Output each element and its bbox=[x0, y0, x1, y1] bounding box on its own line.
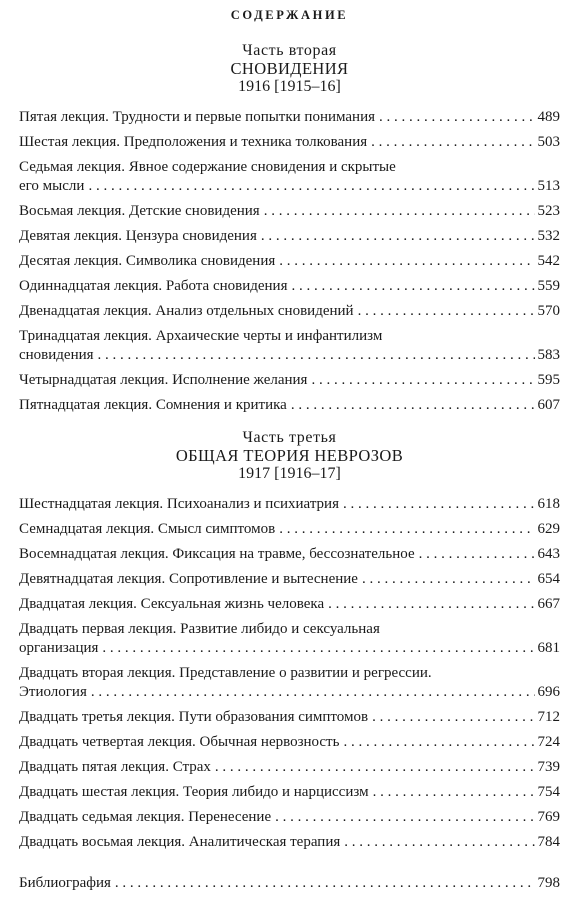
dot-leader bbox=[379, 108, 534, 127]
toc-entry[interactable] bbox=[19, 545, 560, 564]
entry-title: Шестая лекция. Предположения и техника толкования bbox=[19, 134, 368, 150]
entry-title: Двадцать третья лекция. Пути образования симптомов bbox=[19, 709, 369, 725]
toc-entry[interactable] bbox=[19, 708, 560, 727]
entry-page-number: 798 bbox=[537, 875, 560, 891]
part-label: Часть вторая bbox=[242, 42, 337, 59]
toc-entry[interactable] bbox=[19, 396, 560, 415]
toc-entry[interactable] bbox=[19, 733, 560, 752]
dot-leader bbox=[311, 371, 534, 390]
entry-title: Пятая лекция. Трудности и первые попытки понимания bbox=[19, 109, 376, 125]
toc-list-part-2 bbox=[19, 108, 560, 415]
toc-entry[interactable] bbox=[19, 664, 560, 702]
toc-entry[interactable] bbox=[19, 158, 560, 196]
dot-leader bbox=[373, 783, 535, 802]
dot-leader bbox=[291, 396, 535, 415]
toc-entry[interactable] bbox=[19, 595, 560, 614]
entry-title: Двадцатая лекция. Сексуальная жизнь человека bbox=[19, 596, 325, 612]
entry-page-number: 523 bbox=[537, 203, 560, 219]
entry-title: Восемнадцатая лекция. Фиксация на травме, бессознательное bbox=[19, 546, 415, 562]
entry-page-number: 739 bbox=[537, 759, 560, 775]
entry-page-number: 769 bbox=[537, 809, 560, 825]
entry-title: Четырнадцатая лекция. Исполнение желания bbox=[19, 372, 308, 388]
entry-title: Двадцать шестая лекция. Теория либидо и нарциссизм bbox=[19, 784, 369, 800]
entry-title: Девятая лекция. Цензура сновидения bbox=[19, 228, 257, 244]
toc-entry[interactable] bbox=[19, 520, 560, 539]
dot-leader bbox=[328, 595, 534, 614]
entry-title: Двадцать седьмая лекция. Перенесение bbox=[19, 809, 272, 825]
entry-title: сновидения bbox=[19, 347, 94, 363]
entry-title: Девятнадцатая лекция. Сопротивление и вытеснение bbox=[19, 571, 358, 587]
toc-entry[interactable] bbox=[19, 808, 560, 827]
toc-entry[interactable] bbox=[19, 570, 560, 589]
dot-leader bbox=[279, 520, 534, 539]
toc-entry[interactable] bbox=[19, 783, 560, 802]
entry-title: Двадцать четвертая лекция. Обычная нервозность bbox=[19, 734, 340, 750]
part-title: СНОВИДЕНИЯ bbox=[230, 59, 349, 78]
entry-page-number: 532 bbox=[537, 228, 560, 244]
entry-page-number: 542 bbox=[537, 253, 560, 269]
dot-leader bbox=[275, 808, 534, 827]
entry-title-line1: Двадцать вторая лекция. Представление о развитии и регрессии. bbox=[19, 665, 432, 681]
entry-page-number: 595 bbox=[537, 372, 560, 388]
entry-title: Шестнадцатая лекция. Психоанализ и психиатрия bbox=[19, 496, 339, 512]
dot-leader bbox=[343, 733, 534, 752]
entry-page-number: 724 bbox=[537, 734, 560, 750]
toc-entry[interactable] bbox=[19, 758, 560, 777]
part-title: ОБЩАЯ ТЕОРИЯ НЕВРОЗОВ bbox=[175, 446, 404, 465]
entry-title: его мысли bbox=[19, 178, 85, 194]
entry-title: Восьмая лекция. Детские сновидения bbox=[19, 203, 260, 219]
entry-page-number: 513 bbox=[537, 178, 560, 194]
entry-title: Библиография bbox=[19, 875, 111, 891]
entry-title: Одиннадцатая лекция. Работа сновидения bbox=[19, 278, 288, 294]
entry-page-number: 618 bbox=[537, 496, 560, 512]
part-label: Часть третья bbox=[242, 429, 337, 446]
toc-entry[interactable] bbox=[19, 833, 560, 852]
dot-leader bbox=[264, 202, 535, 221]
toc-entry[interactable] bbox=[19, 620, 560, 658]
entry-title: Двадцать восьмая лекция. Аналитическая терапия bbox=[19, 834, 341, 850]
toc-entry[interactable] bbox=[19, 371, 560, 390]
toc-list-part-3 bbox=[19, 495, 560, 852]
dot-leader bbox=[358, 302, 535, 321]
part-heading bbox=[19, 42, 560, 102]
part-heading bbox=[19, 429, 560, 489]
dot-leader bbox=[261, 227, 535, 246]
bibliography-entry[interactable] bbox=[19, 874, 560, 893]
toc-entry[interactable] bbox=[19, 252, 560, 271]
entry-title: организация bbox=[19, 640, 99, 656]
toc-entry[interactable] bbox=[19, 133, 560, 152]
entry-page-number: 607 bbox=[537, 397, 560, 413]
dot-leader bbox=[88, 177, 534, 196]
entry-title: Двенадцатая лекция. Анализ отдельных сновидений bbox=[19, 303, 354, 319]
entry-page-number: 696 bbox=[537, 684, 560, 700]
entry-page-number: 754 bbox=[537, 784, 560, 800]
part-2 bbox=[19, 42, 560, 415]
entry-page-number: 643 bbox=[537, 546, 560, 562]
entry-title-line1: Тринадцатая лекция. Архаические черты и инфантилизм bbox=[19, 328, 383, 344]
toc-entry[interactable] bbox=[19, 495, 560, 514]
dot-leader bbox=[279, 252, 534, 271]
entry-title-line1: Двадцать первая лекция. Развитие либидо и сексуальная bbox=[19, 621, 380, 637]
toc-entry[interactable] bbox=[19, 202, 560, 221]
entry-title: Двадцать пятая лекция. Страх bbox=[19, 759, 211, 775]
entry-title: Пятнадцатая лекция. Сомнения и критика bbox=[19, 397, 287, 413]
entry-page-number: 681 bbox=[537, 640, 560, 656]
entry-page-number: 712 bbox=[537, 709, 560, 725]
dot-leader bbox=[371, 133, 534, 152]
dot-leader bbox=[102, 639, 534, 658]
part-3 bbox=[19, 429, 560, 852]
toc-entry[interactable] bbox=[19, 327, 560, 365]
toc-entry[interactable] bbox=[19, 227, 560, 246]
dot-leader bbox=[98, 346, 535, 365]
toc-entry[interactable] bbox=[19, 108, 560, 127]
entry-page-number: 667 bbox=[537, 596, 560, 612]
running-head: СОДЕРЖАНИЕ bbox=[230, 8, 349, 22]
dot-leader bbox=[362, 570, 535, 589]
entry-page-number: 570 bbox=[537, 303, 560, 319]
dot-leader bbox=[115, 874, 535, 893]
part-years: 1916 [1915–16] bbox=[238, 78, 341, 95]
dot-leader bbox=[91, 683, 535, 702]
dot-leader bbox=[291, 277, 534, 296]
part-years: 1917 [1916–17] bbox=[238, 465, 341, 482]
entry-title: Десятая лекция. Символика сновидения bbox=[19, 253, 276, 269]
entry-title-line1: Седьмая лекция. Явное содержание сновидения и скрытые bbox=[19, 159, 396, 175]
dot-leader bbox=[372, 708, 534, 727]
entry-page-number: 629 bbox=[537, 521, 560, 537]
entry-page-number: 489 bbox=[537, 109, 560, 125]
entry-page-number: 583 bbox=[537, 347, 560, 363]
entry-page-number: 784 bbox=[537, 834, 560, 850]
dot-leader bbox=[344, 833, 534, 852]
entry-page-number: 654 bbox=[537, 571, 560, 587]
entry-title: Семнадцатая лекция. Смысл симптомов bbox=[19, 521, 276, 537]
dot-leader bbox=[419, 545, 535, 564]
dot-leader bbox=[343, 495, 535, 514]
entry-title: Этиология bbox=[19, 684, 87, 700]
entry-page-number: 559 bbox=[537, 278, 560, 294]
toc-entry[interactable] bbox=[19, 277, 560, 296]
toc-entry[interactable] bbox=[19, 302, 560, 321]
entry-page-number: 503 bbox=[537, 134, 560, 150]
dot-leader bbox=[215, 758, 535, 777]
